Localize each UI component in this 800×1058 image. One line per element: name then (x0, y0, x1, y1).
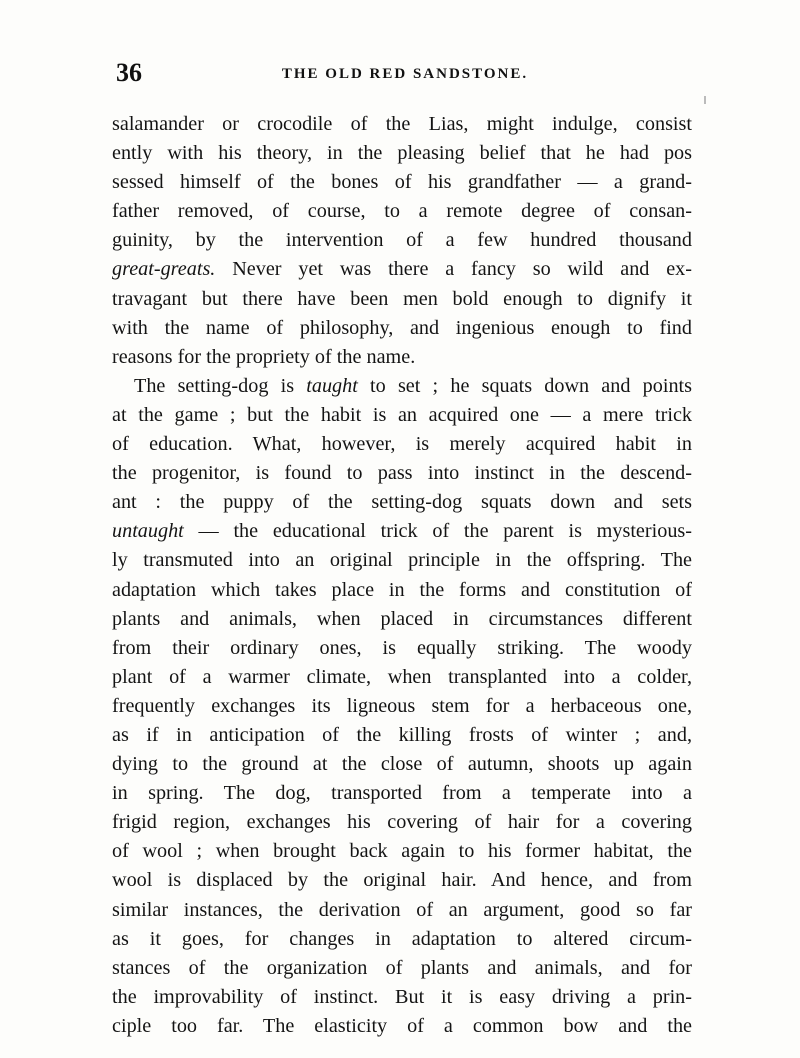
text-line: great-greats. Never yet was there a fancy so wild and ex- (112, 258, 692, 281)
running-title: THE OLD RED SANDSTONE. (281, 66, 529, 82)
margin-mark (704, 96, 706, 104)
text-line: frigid region, exchanges his covering of hair for a covering (112, 811, 692, 834)
text-line: as it goes, for changes in adaptation to altered circum- (112, 927, 692, 950)
text-line: plant of a warmer climate, when transplanted into a colder, (112, 665, 692, 688)
text-line: The setting-dog is taught to set ; he squats down and points (134, 374, 693, 397)
text-line: adaptation which takes place in the forms and constitution of (112, 578, 692, 601)
text-line: reasons for the propriety of the name. (112, 345, 416, 368)
text-line: plants and animals, when placed in circumstances different (112, 607, 692, 630)
text-line: ciple too far. The elasticity of a common bow and the (112, 1014, 692, 1037)
text-line: ently with his theory, in the pleasing belief that he had pos (112, 142, 692, 165)
page-number: 36 (116, 58, 142, 87)
text-line: ant : the puppy of the setting-dog squats down and sets (112, 491, 692, 514)
text-line: at the game ; but the habit is an acquired one — a mere trick (112, 403, 692, 426)
text-line: ly transmuted into an original principle in the offspring. The (112, 549, 692, 572)
text-line: salamander or crocodile of the Lias, might indulge, consist (112, 113, 692, 135)
text-line: of wool ; when brought back again to his former habitat, the (112, 840, 692, 863)
text-line: wool is displaced by the original hair. And hence, and from (112, 869, 692, 892)
body-text (112, 110, 692, 1041)
running-head (110, 58, 700, 88)
text-line: the progenitor, is found to pass into instinct in the descend- (112, 462, 692, 485)
text-line: frequently exchanges its ligneous stem for a herbaceous one, (112, 694, 692, 717)
text-line: dying to the ground at the close of autumn, shoots up again (112, 753, 692, 776)
text-line: untaught — the educational trick of the parent is mysterious- (112, 520, 692, 543)
text-line: of education. What, however, is merely acquired habit in (112, 433, 692, 456)
text-line: father removed, of course, to a remote degree of consan- (112, 200, 692, 223)
text-line: similar instances, the derivation of an argument, good so far (112, 898, 692, 921)
text-line: sessed himself of the bones of his grandfather — a grand- (112, 171, 692, 194)
text-line: with the name of philosophy, and ingenious enough to find (112, 316, 692, 339)
text-line: from their ordinary ones, is equally striking. The woody (112, 636, 692, 659)
text-line: the improvability of instinct. But it is easy driving a prin- (112, 985, 692, 1008)
paragraph-1 (112, 110, 692, 372)
text-line: in spring. The dog, transported from a temperate into a (112, 782, 692, 805)
paragraph-2 (112, 372, 692, 1041)
text-line: travagant but there have been men bold enough to dignify it (112, 287, 692, 310)
text-line: guinity, by the intervention of a few hundred thousand (112, 229, 692, 252)
text-line: as if in anticipation of the killing frosts of winter ; and, (112, 723, 692, 746)
text-line: stances of the organization of plants and animals, and for (112, 956, 692, 979)
